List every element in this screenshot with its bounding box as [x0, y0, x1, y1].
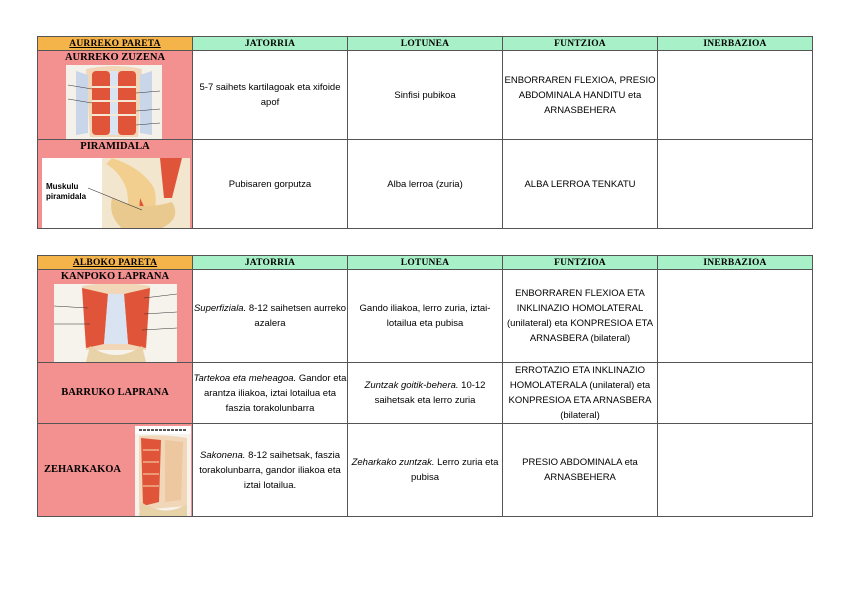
column-header-innervation: INERBAZIOA [658, 256, 813, 270]
table-header-row [38, 256, 813, 270]
muscle-cell [38, 140, 193, 229]
column-header-innervation: INERBAZIOA [658, 37, 813, 51]
aurreko-pareta-table [37, 36, 813, 229]
origin-text: Gandor eta arantza iliakoa, iztai lotailua eta faszia torakolunbarra [203, 372, 347, 414]
origin-cell [193, 270, 348, 363]
origin-cell [193, 424, 348, 517]
column-header-insertion: LOTUNEA [348, 37, 503, 51]
innervation-cell [658, 270, 813, 363]
rectus-abdominis-image [66, 65, 162, 139]
insertion-italic: Zeharkako zuntzak. [351, 457, 435, 468]
origin-cell: Pubisaren gorputza [193, 140, 348, 229]
transversus-abdominis-image [135, 426, 191, 516]
table-row [38, 140, 813, 229]
table-row [38, 424, 813, 517]
muscle-cell [38, 363, 193, 424]
column-header-origin: JATORRIA [193, 37, 348, 51]
function-cell: ENBORRAREN FLEXIOA, PRESIO ABDOMINALA HANDITU eta ARNASBEHERA [503, 51, 658, 140]
table-row [38, 363, 813, 424]
muscle-cell [38, 51, 193, 140]
pyramidalis-image [42, 158, 190, 228]
origin-cell [193, 363, 348, 424]
muscle-name: BARRUKO LAPRANA [61, 387, 169, 398]
section-header: ALBOKO PARETA [38, 256, 193, 270]
origin-text: 8-12 saihetsak, faszia torakolunbarra, gandor iliakoa eta iztai lotailua. [199, 449, 341, 491]
origin-italic: Superfiziala. [193, 303, 247, 314]
column-header-origin: JATORRIA [193, 256, 348, 270]
insertion-cell: Sinfisi pubikoa [348, 51, 503, 140]
function-cell: ALBA LERROA TENKATU [503, 140, 658, 229]
insertion-cell [348, 363, 503, 424]
innervation-cell [658, 363, 813, 424]
insertion-text: Lerro zuria eta pubisa [411, 457, 499, 483]
innervation-cell [658, 424, 813, 517]
insertion-italic: Zuntzak goitik-behera. [364, 380, 459, 391]
muscle-name: AURREKO ZUZENA [64, 52, 166, 63]
insertion-cell: Alba lerroa (zuria) [348, 140, 503, 229]
muscle-cell [38, 270, 193, 363]
muscle-name: PIRAMIDALA [80, 141, 150, 152]
table-row [38, 51, 813, 140]
origin-cell: 5-7 saihets kartilagoak eta xifoide apof [193, 51, 348, 140]
table-row [38, 270, 813, 363]
section-header: AURREKO PARETA [38, 37, 193, 51]
pyramidalis-caption: Muskulu piramidala [46, 182, 87, 201]
muscle-name: KANPOKO LAPRANA [60, 271, 170, 282]
function-cell: PRESIO ABDOMINALA eta ARNASBEHERA [503, 424, 658, 517]
origin-text: 8-12 saihetsen aurreko azalera [246, 303, 347, 329]
function-cell: ENBORRAREN FLEXIOA ETA INKLINAZIO HOMOLATERAL (unilateral) eta KONPRESIOA ETA ARNASBERA (bilateral) [503, 270, 658, 363]
alboko-pareta-table [37, 255, 813, 517]
insertion-cell [348, 424, 503, 517]
origin-italic: Sakonena. [200, 449, 246, 461]
table-header-row [38, 37, 813, 51]
column-header-function: FUNTZIOA [503, 37, 658, 51]
insertion-text: 10-12 saihetsak eta lerro zuria [374, 380, 486, 406]
function-cell: ERROTAZIO ETA INKLINAZIO HOMOLATERALA (unilateral) eta KONPRESIOA ETA ARNASBERA (bilateral) [503, 363, 658, 424]
innervation-cell [658, 51, 813, 140]
origin-italic: Tartekoa eta meheagoa. [193, 372, 297, 384]
muscle-cell [38, 424, 193, 517]
external-oblique-image [54, 284, 177, 362]
muscle-name: ZEHARKAKOA [44, 464, 122, 475]
column-header-insertion: LOTUNEA [348, 256, 503, 270]
insertion-cell: Gando iliakoa, lerro zuria, iztai-lotailua eta pubisa [348, 270, 503, 363]
innervation-cell [658, 140, 813, 229]
column-header-function: FUNTZIOA [503, 256, 658, 270]
